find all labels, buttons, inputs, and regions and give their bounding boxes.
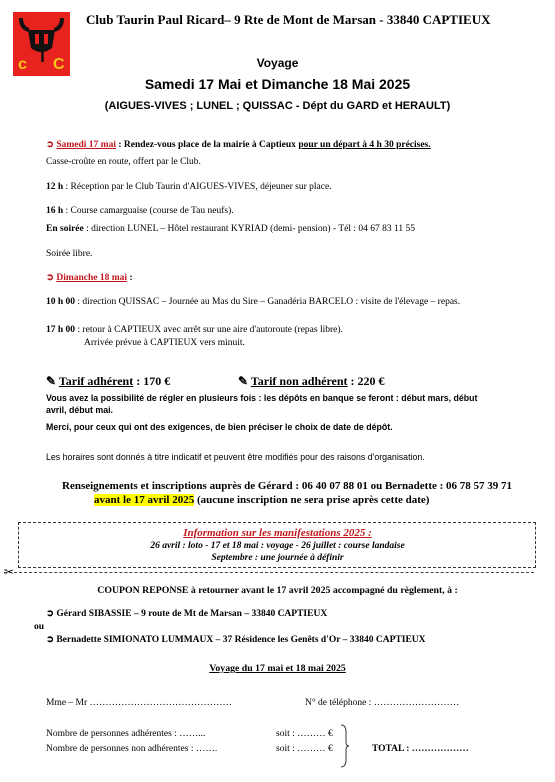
contact-line: Renseignements et inscriptions auprès de Gérard : 06 40 07 88 01 ou Bernadette : 06 78 57 39 71: [62, 480, 513, 492]
total-field[interactable]: TOTAL : ………………: [372, 744, 469, 754]
members-amount-field[interactable]: soit : ……… €: [276, 729, 333, 739]
arrow-icon: ➲: [46, 635, 54, 645]
logo-letter-left: c: [18, 56, 27, 73]
day2-label: Dimanche 18 mai: [56, 273, 128, 283]
day1-16h: [46, 206, 234, 216]
schedule-disclaimer: Les horaires sont donnés à titre indicatif et peuvent être modifiés pour des raisons d'organisation.: [46, 452, 425, 462]
day1-evening: [46, 224, 415, 234]
arrow-icon: ➲: [46, 273, 54, 283]
name-field[interactable]: Mme – Mr ………………………………………: [46, 698, 233, 708]
tarif-non-label: Tarif non adhérent: [250, 374, 348, 388]
day1-free-evening: Soirée libre.: [46, 249, 93, 259]
deadline-rest: (aucune inscription ne sera prise après cette date): [194, 494, 430, 506]
time-label: En soirée: [46, 224, 84, 234]
arrow-icon: ➲: [46, 140, 54, 150]
brace-icon: [340, 724, 350, 768]
coupon-or: ou: [34, 622, 45, 632]
day2-line: [46, 272, 133, 283]
day2-17h: [46, 325, 343, 335]
tarif-adherent: [46, 374, 170, 389]
day2-colon: :: [127, 273, 133, 283]
event-text: : direction LUNEL – Hôtel restaurant KYRIAD (demi- pension) - Tél : 04 67 83 11 55: [83, 224, 416, 234]
time-label: 16 h: [46, 206, 64, 216]
events-title: Information sur les manifestations 2025 :: [183, 527, 372, 539]
time-label: 17 h 00: [46, 325, 76, 335]
members-count-field[interactable]: Nombre de personnes adhérentes : ……...: [46, 729, 206, 739]
day1-12h: [46, 182, 332, 192]
deposit-info: Merci, pour ceux qui ont des exigences, de bien préciser le choix de date de dépôt.: [46, 422, 393, 432]
non-members-amount-field[interactable]: soit : ……… €: [276, 744, 333, 754]
events-line-2: Septembre : une journée à définir: [211, 553, 344, 563]
pencil-icon: ✎: [46, 374, 57, 388]
time-label: 10 h 00: [46, 297, 76, 307]
title-voyage: Voyage: [256, 56, 299, 70]
day1-text: : Rendez-vous place de la mairie à Captieux: [115, 140, 299, 150]
club-header: Club Taurin Paul Ricard– 9 Rte de Mont de Marsan - 33840 CAPTIEUX: [86, 12, 491, 27]
scissors-icon: ✂: [4, 565, 15, 579]
day1-label: Samedi 17 mai: [56, 140, 116, 150]
phone-field[interactable]: N° de téléphone : ………………………: [305, 698, 460, 708]
payment-info-1: Vous avez la possibilité de régler en plusieurs fois : les dépôts en banque se feront : début mars, début: [46, 393, 478, 403]
pencil-icon: ✎: [238, 374, 249, 388]
event-text: : direction QUISSAC – Journée au Mas du Sire – Ganadéria BARCELO : visite de l'élevage – repas.: [75, 297, 461, 307]
day2-arrival: Arrivée prévue à CAPTIEUX vers minuit.: [84, 338, 245, 348]
cut-line: [4, 572, 534, 573]
title-dates: Samedi 17 Mai et Dimanche 18 Mai 2025: [144, 76, 411, 92]
coupon-trip: Voyage du 17 mai et 18 mai 2025: [209, 663, 346, 674]
deadline-highlight: avant le 17 avril 2025: [94, 494, 195, 506]
day2-10h: [46, 297, 460, 307]
tarif-adherent-value: : 170 €: [133, 374, 171, 388]
coupon-address-1: [46, 608, 327, 619]
coupon-address-2: [46, 634, 426, 645]
coupon-title: COUPON REPONSE à retourner avant le 17 avril 2025 accompagné du règlement, à :: [97, 585, 458, 596]
address-text: Gérard SIBASSIE – 9 route de Mt de Marsan – 33840 CAPTIEUX: [56, 609, 328, 619]
tarif-non-adherent: [238, 374, 385, 389]
event-text: : Course camarguaise (course de Tau neufs).: [63, 206, 234, 216]
title-places: (AIGUES-VIVES ; LUNEL ; QUISSAC - Dépt du GARD et HERAULT): [104, 100, 451, 112]
event-text: : Réception par le Club Taurin d'AIGUES-VIVES, déjeuner sur place.: [63, 182, 332, 192]
arrow-icon: ➲: [46, 609, 54, 619]
logo-letter-right: C: [53, 56, 65, 73]
event-text: : retour à CAPTIEUX avec arrêt sur une aire d'autoroute (repas libre).: [75, 325, 343, 335]
deadline-line: [94, 494, 429, 506]
non-members-count-field[interactable]: Nombre de personnes non adhérentes : …….: [46, 744, 218, 754]
events-line-1: 26 avril : loto - 17 et 18 mai : voyage - 26 juillet : course landaise: [150, 541, 405, 551]
logo-letter-mid: T: [37, 46, 48, 66]
day1-departure: pour un départ à 4 h 30 précises.: [298, 140, 431, 150]
day1-line: [46, 139, 431, 150]
day1-snack: Casse-croûte en route, offert par le Club.: [46, 157, 201, 167]
time-label: 12 h: [46, 182, 64, 192]
tarif-non-value: : 220 €: [347, 374, 385, 388]
payment-info-2: avril, début mai.: [46, 405, 113, 415]
tarif-adherent-label: Tarif adhérent: [58, 374, 134, 388]
address-text: Bernadette SIMIONATO LUMMAUX – 37 Résidence les Genêts d'Or – 33840 CAPTIEUX: [56, 635, 426, 645]
